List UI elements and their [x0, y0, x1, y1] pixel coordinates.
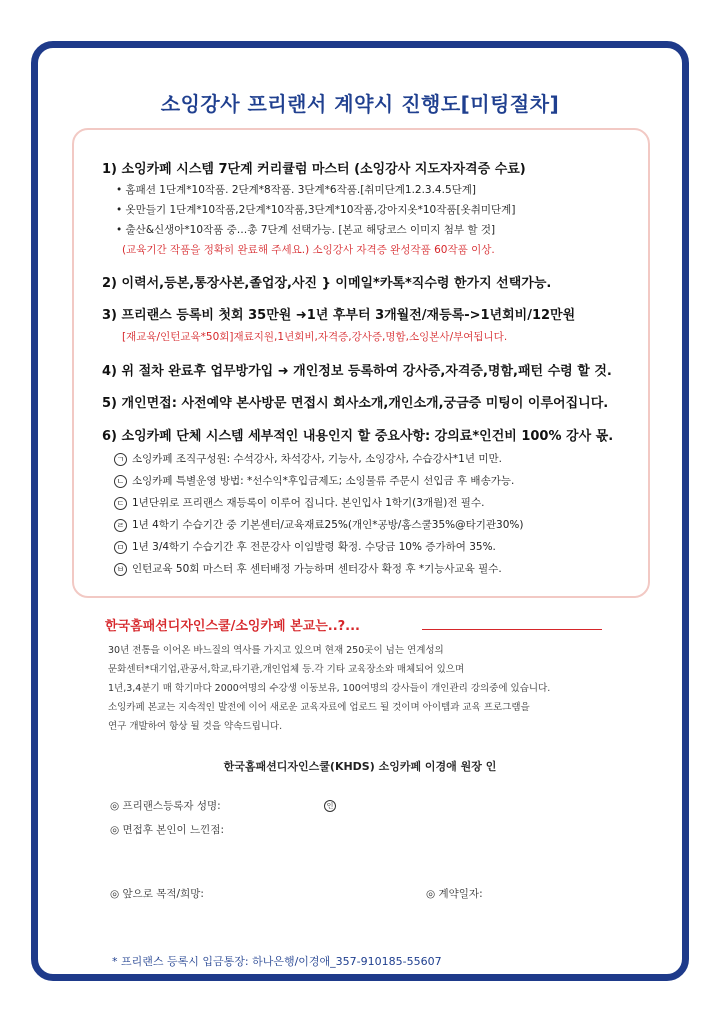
step-6-point: [114, 495, 484, 510]
step-1-note: (교육기간 작품을 정확히 완료해 주세요.) 소잉강사 자격증 완성작품 60작품 이상.: [122, 244, 495, 256]
step-6-point: [114, 561, 502, 576]
step-6-point: [114, 473, 514, 488]
about-paragraph-line: 소잉카페 본교는 지속적인 발전에 이어 새로운 교육자료에 업로드 될 것이며 아이템과 교육 프로그램을: [108, 702, 530, 713]
step-1-heading: 1) 소잉카페 시스템 7단계 커리큘럼 마스터 (소잉강사 지도자자격증 수료): [102, 162, 526, 177]
bank-account-footer: * 프리랜스 등록시 입금통장: 하나은행/이경애_357-910185-55607: [112, 955, 442, 968]
step-1-bullet: • 홈패션 1단계*10작품. 2단계*8작품. 3단계*6작품.[취미단계1.2.3.4.5단계]: [116, 184, 477, 196]
point-text: 인턴교육 50회 마스터 후 센터배정 가능하며 센터강사 확정 후 *기능사교육 필수.: [132, 563, 502, 575]
point-marker: ㅂ: [114, 563, 127, 576]
point-marker: ㄴ: [114, 475, 127, 488]
point-marker: ㄹ: [114, 519, 127, 532]
point-text: 소잉카페 조직구성원: 수석강사, 차석강사, 기능사, 소잉강사, 수습강사*1년 미만.: [132, 453, 502, 465]
step-3-note: [재교육/인턴교육*50회]재료지원,1년회비,자격증,강사증,명함,소잉본사/부여됩니다.: [122, 331, 508, 343]
about-title: 한국홈패션디자인스쿨/소잉카페 본교는..?...: [105, 619, 360, 634]
seal-stamp-mark: 인: [324, 800, 336, 812]
contract-date-field[interactable]: ◎ 계약일자:: [426, 888, 483, 900]
interview-impression-field[interactable]: ◎ 면접후 본인이 느낀점:: [110, 824, 224, 836]
point-text: 1년 4학기 수습기간 중 기본센터/교육재료25%(개인*공방/홈스쿨35%@타기관30%): [132, 519, 524, 531]
point-text: 소잉카페 특별운영 방법: *선수익*후입금제도; 소잉물류 주문시 선입금 후 배송가능.: [132, 475, 515, 487]
about-title-underline: [422, 629, 602, 630]
step-6-heading: 6) 소잉카페 단체 시스템 세부적인 내용인지 할 중요사항: 강의료*인건비 100% 강사 몫.: [102, 429, 614, 444]
about-paragraph-line: 1년,3,4분기 매 학기마다 2000여명의 수강생 이동보유, 100여명의 강사들이 개인관리 강의중에 있습니다.: [108, 683, 551, 694]
step-2-heading: 2) 이력서,등본,통장사본,졸업장,사진 } 이메일*카톡*직수령 한가지 선택가능.: [102, 276, 552, 291]
step-3-heading: 3) 프리랜스 등록비 첫회 35만원 ➜1년 후부터 3개월전/재등록->1년회비/12만원: [102, 308, 576, 323]
procedure-box: [72, 128, 650, 598]
step-1-bullet: • 출산&신생아*10작품 중…총 7단계 선택가능. [본교 해당코스 이미지 첨부 할 것]: [116, 224, 496, 236]
registrant-name-field[interactable]: ◎ 프리랜스등록자 성명:: [110, 800, 221, 812]
about-paragraph-line: 30년 전통을 이어온 바느질의 역사를 가지고 있으며 현재 250곳이 넘는 연계성의: [108, 645, 444, 656]
point-marker: ㄱ: [114, 453, 127, 466]
point-marker: ㄷ: [114, 497, 127, 510]
step-6-point: [114, 539, 496, 554]
step-6-point: [114, 451, 502, 466]
about-paragraph-line: 문화센터*대기업,관공서,학교,타기관,개인업체 등.각 기타 교육장소와 매체되어 있으며: [108, 664, 465, 675]
page-frame: [31, 41, 689, 981]
page-title: 소잉강사 프리랜서 계약시 진행도[미팅절차]: [160, 92, 560, 116]
about-paragraph-line: 연구 개발하여 항상 될 것을 약속드립니다.: [108, 721, 283, 732]
point-text: 1년단위로 프리랜스 재등록이 이루어 집니다. 본인입사 1학기(3개월)전 필수.: [132, 497, 485, 509]
goal-field[interactable]: ◎ 앞으로 목적/희망:: [110, 888, 204, 900]
point-marker: ㅁ: [114, 541, 127, 554]
step-4-heading: 4) 위 절차 완료후 업무방가입 ➜ 개인정보 등록하여 강사증,자격증,명함,패턴 수령 할 것.: [102, 364, 612, 379]
point-text: 1년 3/4학기 수습기간 후 전문강사 이임발령 확정. 수당금 10% 증가하여 35%.: [132, 541, 496, 553]
director-signature: 한국홈패션디자인스쿨(KHDS) 소잉카페 이경애 원장 인: [223, 760, 497, 773]
step-1-bullet: • 옷만들기 1단계*10작품,2단계*10작품,3단계*10작품,강아지옷*10작품[옷취미단계]: [116, 204, 516, 216]
step-6-point: [114, 517, 523, 532]
step-5-heading: 5) 개인면접: 사전예약 본사방문 면접시 회사소개,개인소개,궁금증 미팅이 이루어집니다.: [102, 396, 609, 411]
